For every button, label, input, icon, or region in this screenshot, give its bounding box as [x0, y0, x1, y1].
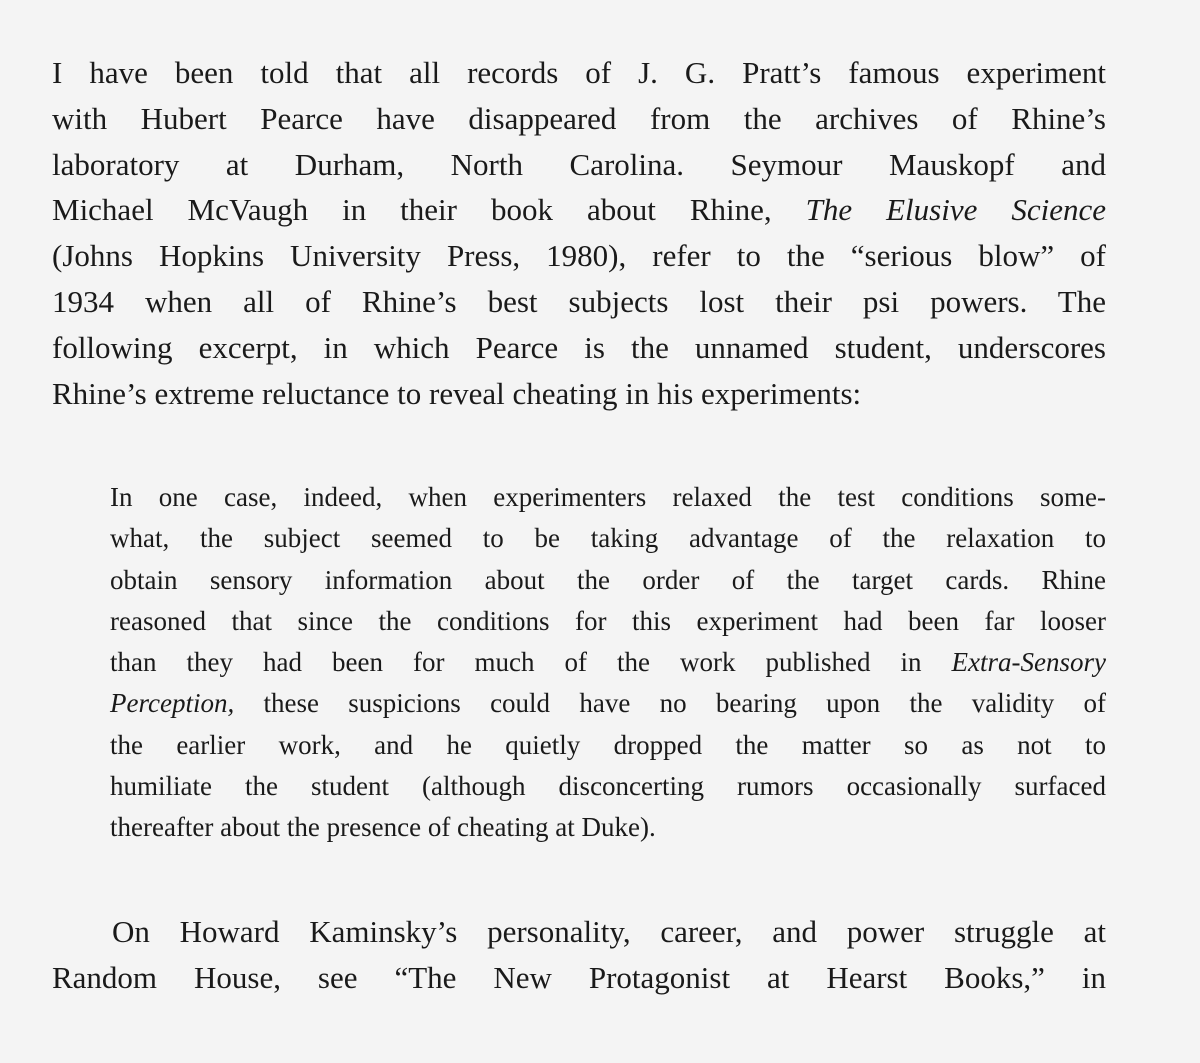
text-fragment: than they had been for much of the work published in: [110, 647, 922, 678]
text-line: obtain sensory information about the order of the target cards. Rhine: [110, 564, 1106, 595]
text-line: [110, 683, 1106, 724]
block-quote: [110, 477, 1106, 849]
book-title-italic: Perception,: [110, 688, 235, 719]
text-line: with Hubert Pearce have disappeared from the archives of Rhine’s: [52, 100, 1106, 136]
text-line: In one case, indeed, when experimenters relaxed the test conditions some-: [110, 482, 1106, 512]
intro-paragraph: [52, 50, 1106, 416]
text-line: (Johns Hopkins University Press, 1980), refer to the “serious blow” of: [52, 238, 1106, 274]
text-line: Rhine’s extreme reluctance to reveal cheating in his experiments:: [52, 375, 862, 411]
book-title-italic: Extra-Sensory: [951, 647, 1106, 678]
book-title: The Elusive Science: [805, 192, 1106, 228]
text-line: thereafter about the presence of cheating at Duke).: [110, 812, 656, 843]
text-fragment: these suspicions could have no bearing upon the validity of: [263, 688, 1106, 719]
closing-paragraph: [52, 909, 1106, 1001]
text-line: laboratory at Durham, North Carolina. Seymour Mauskopf and: [52, 146, 1106, 182]
text-line: reasoned that since the conditions for this experiment had been far looser: [110, 605, 1106, 636]
text-line: the earlier work, and he quietly dropped the matter so as not to: [110, 729, 1106, 760]
text-line: Random House, see “The New Protagonist at Hearst Books,” in: [52, 959, 1106, 995]
text-line: what, the subject seemed to be taking advantage of the relaxation to: [110, 523, 1106, 554]
text-line: 1934 when all of Rhine’s best subjects lost their psi powers. The: [52, 283, 1106, 319]
text-line: On Howard Kaminsky’s personality, career, and power struggle at: [112, 914, 1106, 949]
text-line: [52, 187, 1106, 233]
text-line: following excerpt, in which Pearce is the unnamed student, underscores: [52, 329, 1106, 365]
text-fragment: Michael McVaugh in their book about Rhine,: [52, 192, 772, 228]
text-line: humiliate the student (although disconcerting rumors occasionally surfaced: [110, 771, 1106, 802]
text-line: [110, 642, 1106, 683]
text-line: I have been told that all records of J. G. Pratt’s famous experiment: [52, 55, 1106, 90]
